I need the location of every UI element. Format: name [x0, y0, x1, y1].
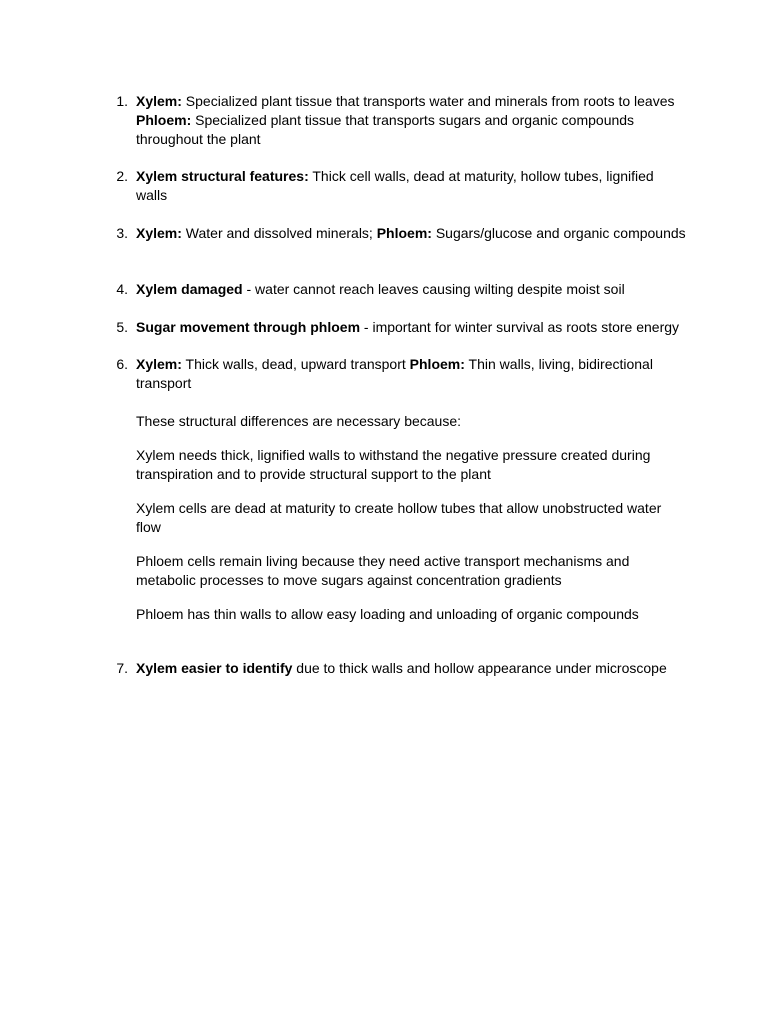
definition-text: Specialized plant tissue that transports sugars and organic compounds throughout the plant [136, 112, 635, 147]
list-number: 4. [116, 281, 128, 297]
list-item-2 [108, 167, 684, 205]
list-item-content [136, 355, 682, 624]
list-item-5 [108, 318, 684, 337]
list-number: 1. [116, 93, 128, 109]
list-item-7 [108, 659, 684, 678]
term-label: Xylem: [136, 225, 182, 241]
answer-text: - water cannot reach leaves causing wilting despite moist soil [242, 281, 625, 297]
comparison-line [136, 355, 682, 393]
list-item-6 [108, 355, 684, 624]
list-item-3 [108, 224, 684, 243]
term-label: Xylem damaged [136, 281, 243, 297]
definition-text: Specialized plant tissue that transports water and minerals from roots to leaves [181, 93, 675, 109]
term-label: Xylem: [136, 356, 182, 372]
answer-text: due to thick walls and hollow appearance under microscope [292, 660, 667, 676]
list-number: 7. [116, 660, 128, 676]
xylem-definition [136, 92, 682, 111]
list-item-4 [108, 280, 684, 299]
answer-text: Sugars/glucose and organic compounds [431, 225, 686, 241]
term-label: Sugar movement through phloem [136, 319, 361, 335]
term-label: Phloem: [409, 356, 465, 372]
phloem-definition [136, 111, 682, 149]
list-number: 6. [116, 356, 128, 372]
explanation-paragraph: Phloem has thin walls to allow easy loading and unloading of organic compounds [136, 606, 639, 622]
term-label: Phloem: [376, 225, 432, 241]
list-item-content [136, 167, 682, 205]
list-number: 3. [116, 225, 128, 241]
list-number: 2. [116, 168, 128, 184]
list-number: 5. [116, 319, 128, 335]
answer-text: Thin walls, living, bidirectional transport [136, 356, 653, 391]
explanation-paragraph: Xylem needs thick, lignified walls to withstand the negative pressure created during transpiration and to provide structural support to the plant [136, 447, 651, 482]
term-label: Xylem structural features: [136, 168, 309, 184]
term-label: Xylem: [136, 93, 182, 109]
answer-text: Thick cell walls, dead at maturity, hollow tubes, lignified walls [136, 168, 654, 203]
list-item-content [136, 318, 682, 337]
answer-text: Water and dissolved minerals; [181, 225, 377, 241]
explanation-paragraph: Phloem cells remain living because they need active transport mechanisms and metabolic processes to move sugars against concentration gradients [136, 553, 630, 588]
explanation-paragraph: Xylem cells are dead at maturity to create hollow tubes that allow unobstructed water flow [136, 500, 662, 535]
list-item-content [136, 92, 682, 149]
answer-text: - important for winter survival as roots store energy [360, 319, 680, 335]
answer-text: Thick walls, dead, upward transport [181, 356, 410, 372]
list-item-content [136, 224, 696, 243]
list-item-content [136, 280, 682, 299]
term-label: Phloem: [136, 112, 192, 128]
explanation-intro: These structural differences are necessary because: [136, 413, 462, 429]
term-label: Xylem easier to identify [136, 660, 293, 676]
list-item-content [136, 659, 682, 678]
list-item-1 [108, 92, 684, 149]
